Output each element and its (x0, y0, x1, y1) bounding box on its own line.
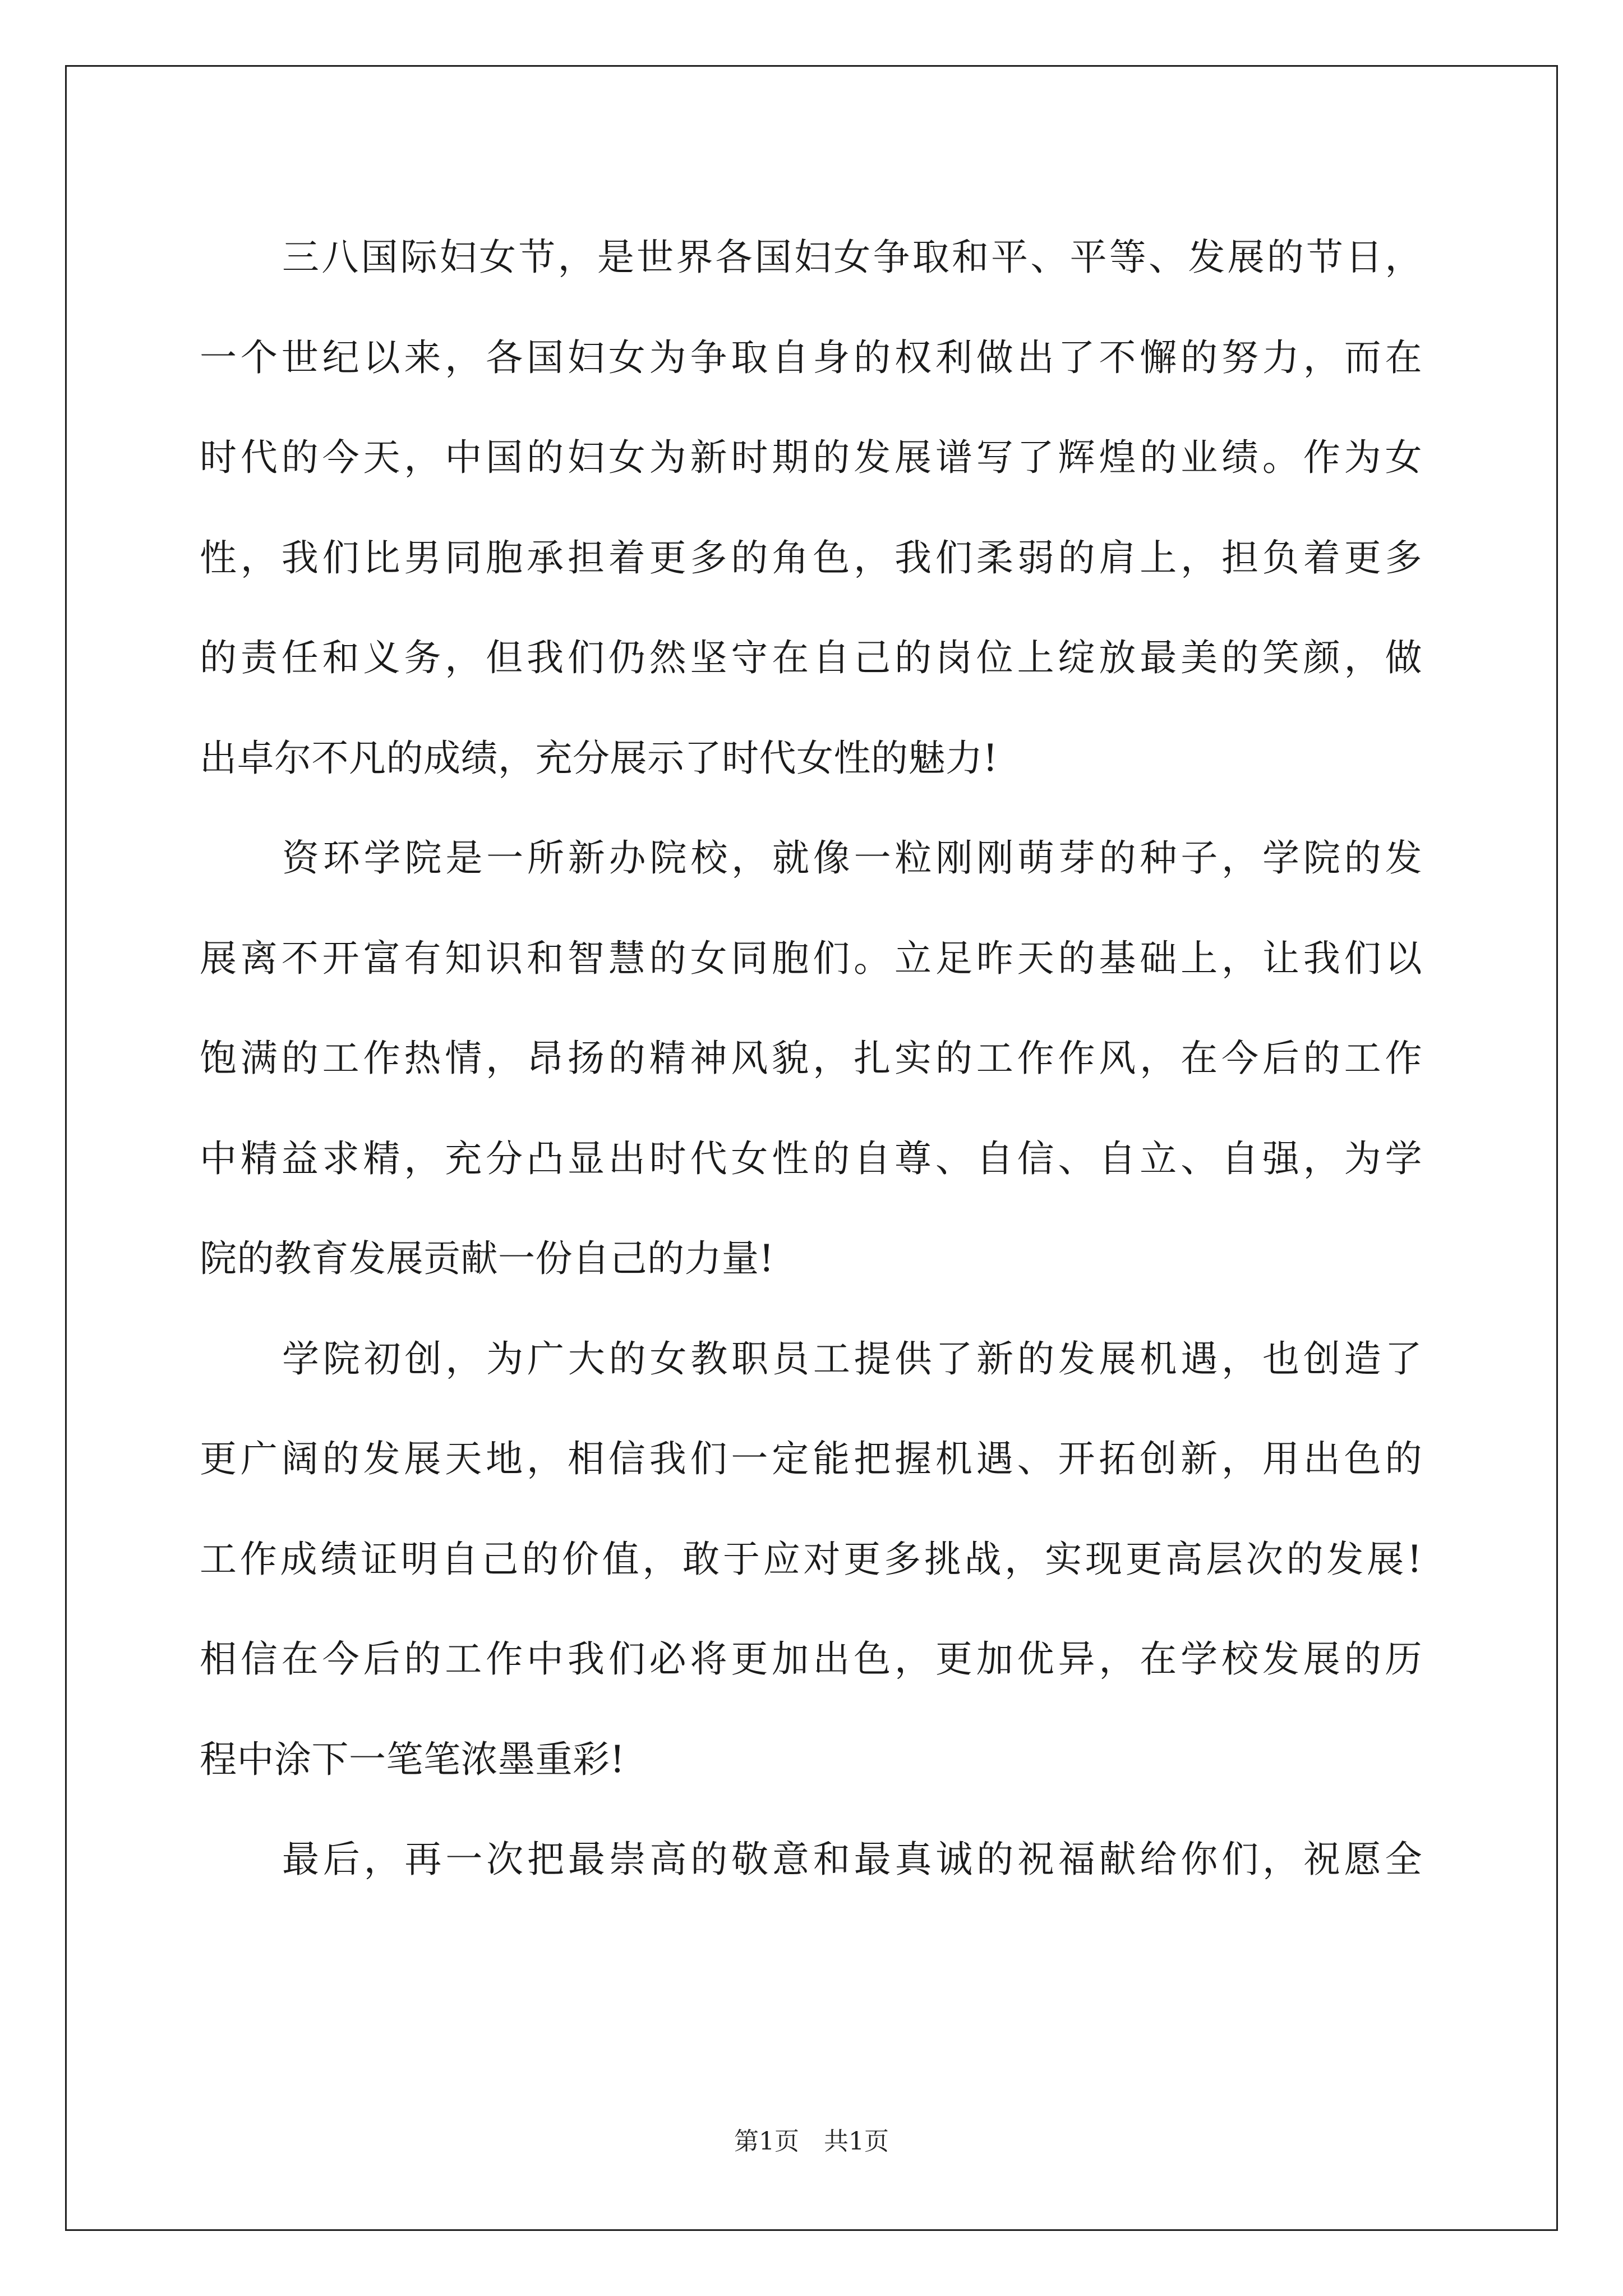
paragraph-2-line-5: 院的教育发展贡献一份自己的力量! (200, 1237, 774, 1280)
paragraph-4-line-1: 最后，再一次把最崇高的敬意和最真诚的祝福献给你们，祝愿全 (282, 1838, 1422, 1881)
paragraph-2-line-2: 展离不开富有知识和智慧的女同胞们。立足昨天的基础上，让我们以 (200, 936, 1422, 980)
paragraph-3-line-3: 工作成绩证明自己的价值，敢于应对更多挑战，实现更高层次的发展! (200, 1537, 1422, 1581)
paragraph-2-line-4: 中精益求精，充分凸显出时代女性的自尊、自信、自立、自强，为学 (200, 1137, 1422, 1180)
paragraph-1-line-1: 三八国际妇女节，是世界各国妇女争取和平、平等、发展的节日， (282, 236, 1422, 279)
document-body (200, 208, 1422, 1910)
paragraph-3-line-2: 更广阔的发展天地，相信我们一定能把握机遇、开拓创新，用出色的 (200, 1437, 1422, 1480)
paragraph-2-line-1: 资环学院是一所新办院校，就像一粒刚刚萌芽的种子，学院的发 (282, 836, 1422, 880)
paragraph-3-line-1: 学院初创，为广大的女教职员工提供了新的发展机遇，也创造了 (282, 1337, 1422, 1381)
paragraph-3-line-5: 程中涂下一笔笔浓墨重彩! (200, 1737, 625, 1781)
paragraph-1-line-2: 一个世纪以来，各国妇女为争取自身的权利做出了不懈的努力，而在 (200, 335, 1422, 379)
paragraph-1-line-6: 出卓尔不凡的成绩，充分展示了时代女性的魅力! (200, 736, 998, 780)
paragraph-1-line-5: 的责任和义务，但我们仍然坚守在自己的岗位上绽放最美的笑颜，做 (200, 636, 1422, 679)
paragraph-3-line-4: 相信在今后的工作中我们必将更加出色，更加优异，在学校发展的历 (200, 1637, 1422, 1681)
paragraph-2-line-3: 饱满的工作热情，昂扬的精神风貌，扎实的工作作风，在今后的工作 (200, 1037, 1422, 1080)
paragraph-1-line-4: 性，我们比男同胞承担着更多的角色，我们柔弱的肩上，担负着更多 (200, 536, 1422, 579)
paragraph-1-line-3: 时代的今天，中国的妇女为新时期的发展谱写了辉煌的业绩。作为女 (200, 436, 1422, 479)
page-number-footer: 第1页 共1页 (734, 2127, 889, 2156)
